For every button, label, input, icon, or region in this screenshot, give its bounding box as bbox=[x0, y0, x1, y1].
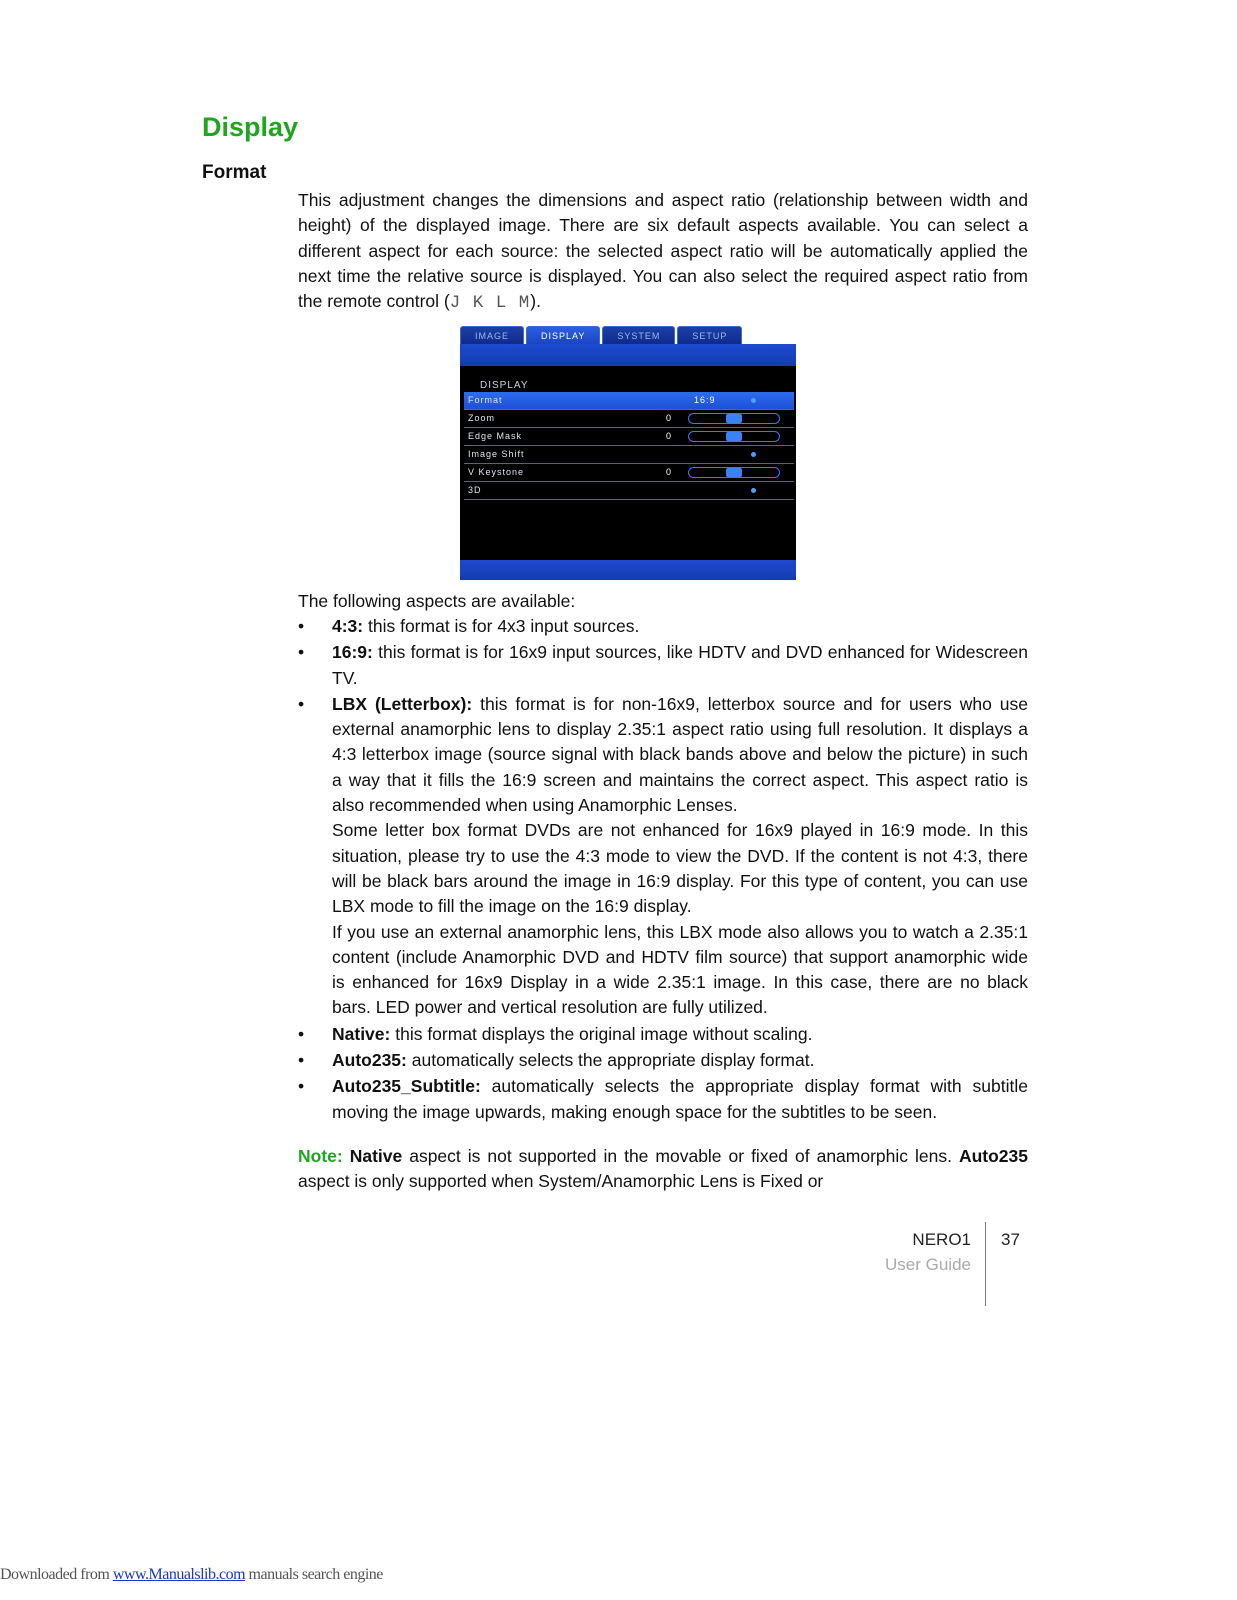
aspect-list bbox=[298, 614, 1028, 1126]
aspect-paragraph: Some letter box format DVDs are not enhanced for 16x9 played in 16:9 mode. In this situation, please try to use the 4:3 mode to view the DVD. If the content is not 4:3, there will be black bars around the image in 16:9 display. For this type of content, you can use LBX mode to fill the image on the 16:9 display. bbox=[332, 820, 1028, 917]
aspect-description: automatically selects the appropriate display format. bbox=[406, 1050, 815, 1071]
aspect-term: LBX (Letterbox): bbox=[332, 693, 473, 714]
aspect-paragraph: If you use an external anamorphic lens, this LBX mode also allows you to watch a 2.35:1 content (include Anamorphic DVD and HDTV film source) that support anamorphic wide is enhanced for 16x9 Display in a wide 2.35:1 image. In this case, there are no black bars. LED power and vertical resolution are fully utilized. bbox=[332, 921, 1028, 1018]
note-term: Native bbox=[349, 1146, 403, 1166]
bullet-icon: • bbox=[298, 642, 305, 663]
submenu-indicator-icon bbox=[751, 488, 756, 493]
aspect-description: this format is for 4x3 input sources. bbox=[363, 616, 640, 636]
footer-divider bbox=[985, 1222, 986, 1306]
osd-row-value: 0 bbox=[666, 413, 673, 423]
osd-slider bbox=[688, 413, 780, 424]
manualslib-link[interactable]: www.Manualslib.com bbox=[112, 1566, 246, 1583]
intro-end: ). bbox=[530, 291, 541, 312]
bullet-icon: • bbox=[298, 1023, 305, 1044]
osd-bottom-bar bbox=[460, 560, 796, 580]
osd-row-label: Format bbox=[468, 395, 503, 405]
aspect-description: this format is for non-16x9, letterbox source and for users who use external anamorphic lens to display 2.35:1 aspect ratio using full resolution. It displays a 4:3 letterbox image (source signal with black bands above and below the picture) in such a way that it fills the 16:9 screen and maintains the correct aspect. This aspect ratio is also recommended when using Anamorphic Lenses. bbox=[332, 693, 1029, 816]
footer-guide-label: User Guide bbox=[885, 1255, 971, 1274]
osd-row-image-shift bbox=[464, 446, 794, 464]
bullet-icon: • bbox=[298, 616, 305, 636]
osd-row-zoom bbox=[464, 410, 794, 428]
osd-slider bbox=[688, 431, 780, 442]
note-term: Auto235 bbox=[958, 1146, 1028, 1166]
intro-text: This adjustment changes the dimensions and aspect ratio (relationship between width and height) of the displayed image. There are six default aspects available. You can select a different aspect for each source: the selected aspect ratio will be automatically applied the next time the relative source is displayed. You can also select the required aspect ratio from the remote control ( bbox=[298, 190, 1028, 312]
osd-panel bbox=[460, 344, 796, 580]
osd-heading: DISPLAY bbox=[480, 380, 529, 391]
page-number: 37 bbox=[1001, 1230, 1020, 1249]
note-text: aspect is not supported in the movable or fixed of anamorphic lens. bbox=[402, 1146, 959, 1166]
remote-keys: J K L M bbox=[449, 293, 531, 314]
aspect-term: Auto235_Subtitle: bbox=[332, 1076, 481, 1097]
list-item bbox=[298, 1048, 1028, 1073]
osd-top-bar bbox=[460, 344, 796, 366]
footer-product-name: NERO1 bbox=[912, 1230, 971, 1249]
osd-row-label: V Keystone bbox=[468, 467, 525, 477]
submenu-indicator-icon bbox=[751, 452, 756, 457]
osd-tab-display: DISPLAY bbox=[526, 326, 600, 345]
download-suffix: manuals search engine bbox=[245, 1566, 383, 1583]
osd-row-v-keystone bbox=[464, 464, 794, 482]
osd-menu-screenshot bbox=[460, 326, 796, 580]
note-label: Note: bbox=[298, 1146, 343, 1166]
note-paragraph bbox=[298, 1144, 1028, 1195]
download-prefix: Downloaded from bbox=[0, 1566, 113, 1583]
osd-tab-setup: SETUP bbox=[677, 326, 742, 345]
osd-row-label: Zoom bbox=[468, 413, 496, 423]
note-text: aspect is only supported when System/Anamorphic Lens is Fixed or bbox=[298, 1171, 824, 1192]
bullet-icon: • bbox=[298, 693, 305, 714]
submenu-indicator-icon bbox=[751, 398, 756, 403]
osd-row-label: 3D bbox=[468, 485, 482, 495]
list-item bbox=[298, 1074, 1028, 1125]
list-item bbox=[298, 640, 1028, 691]
osd-tab-bar bbox=[460, 326, 744, 346]
osd-tab-image: IMAGE bbox=[460, 326, 524, 345]
osd-slider-thumb bbox=[726, 432, 742, 441]
section-title: Display bbox=[202, 112, 299, 142]
aspects-heading: The following aspects are available: bbox=[298, 591, 576, 611]
download-banner bbox=[0, 1566, 383, 1584]
aspect-term: 16:9: bbox=[332, 642, 373, 663]
list-item bbox=[298, 614, 1028, 639]
osd-tab-system: SYSTEM bbox=[602, 326, 675, 345]
aspect-term: Native: bbox=[332, 1023, 391, 1044]
aspect-description: automatically selects the appropriate display format with subtitle moving the image upwards, making enough space for the subtitles to be seen. bbox=[332, 1076, 1028, 1122]
osd-slider bbox=[688, 467, 780, 478]
subsection-title: Format bbox=[202, 162, 267, 183]
osd-slider-thumb bbox=[726, 414, 742, 423]
osd-row-3d bbox=[464, 482, 794, 500]
intro-paragraph bbox=[298, 188, 1028, 316]
aspect-description: this format displays the original image without scaling. bbox=[390, 1023, 813, 1044]
osd-row-value: 16:9 bbox=[694, 395, 716, 405]
osd-row-label: Edge Mask bbox=[468, 431, 523, 441]
aspect-description: this format is for 16x9 input sources, like HDTV and DVD enhanced for Widescreen TV. bbox=[332, 642, 1028, 688]
osd-slider-thumb bbox=[726, 468, 742, 477]
bullet-icon: • bbox=[298, 1050, 305, 1071]
osd-row-value: 0 bbox=[666, 467, 673, 477]
aspect-term: Auto235: bbox=[332, 1050, 407, 1071]
osd-row-value: 0 bbox=[666, 431, 673, 441]
osd-row-format bbox=[464, 392, 794, 410]
list-item bbox=[298, 1022, 1028, 1047]
bullet-icon: • bbox=[298, 1076, 305, 1097]
osd-row-label: Image Shift bbox=[468, 449, 525, 459]
osd-row-edge-mask bbox=[464, 428, 794, 446]
list-item bbox=[298, 692, 1028, 1021]
aspect-term: 4:3: bbox=[332, 616, 364, 636]
